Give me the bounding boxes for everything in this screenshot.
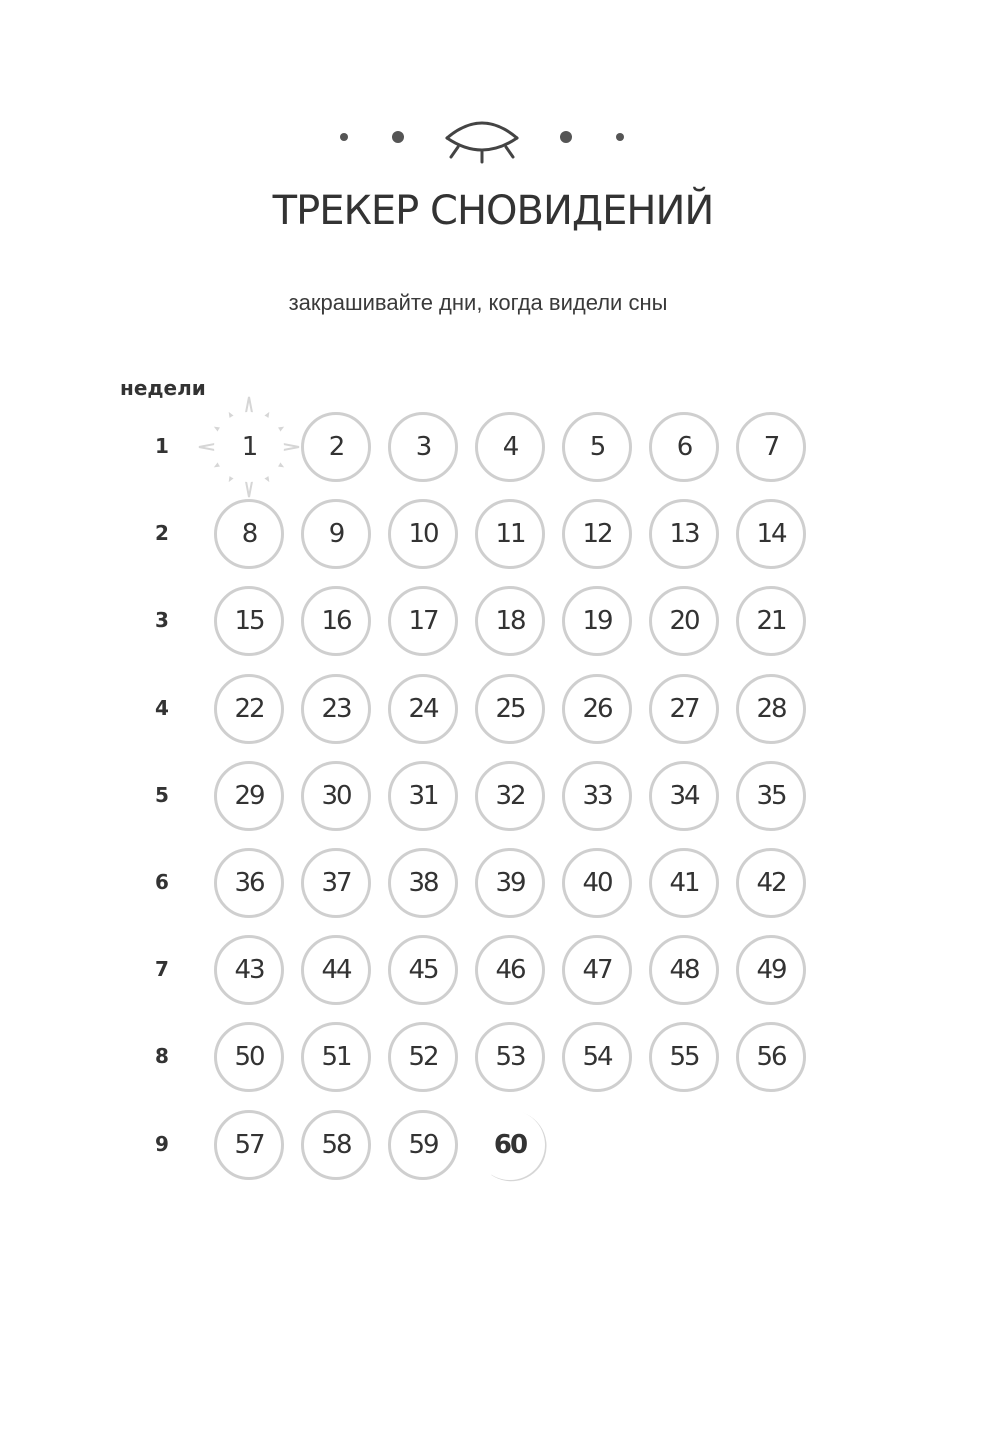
ornament-dot-small-left	[340, 133, 348, 141]
ornament-dot-large-left	[392, 131, 404, 143]
day-circle[interactable]: 7	[736, 412, 806, 482]
day-circle[interactable]: 8	[214, 499, 284, 569]
day-circle[interactable]: 42	[736, 848, 806, 918]
day-circle[interactable]: 45	[388, 935, 458, 1005]
ornament-dot-large-right	[560, 131, 572, 143]
day-circle[interactable]: 4	[475, 412, 545, 482]
week-number: 7	[155, 957, 169, 982]
day-circle[interactable]: 5	[562, 412, 632, 482]
week-number: 1	[155, 434, 169, 458]
day-circle[interactable]: 36	[214, 848, 284, 918]
day-circle[interactable]: 39	[475, 848, 545, 918]
page-title: ТРЕКЕР СНОВИДЕНИЙ	[272, 188, 714, 234]
day-circle[interactable]: 49	[736, 935, 806, 1005]
day-circle[interactable]: 17	[388, 586, 458, 656]
day-circle[interactable]: 22	[214, 674, 284, 744]
day-circle[interactable]: 58	[301, 1110, 371, 1180]
day-circle[interactable]: 55	[649, 1022, 719, 1092]
closed-eye-icon	[447, 123, 517, 162]
day-circle[interactable]: 35	[736, 761, 806, 831]
week-number: 2	[155, 521, 169, 546]
day-circle[interactable]: 15	[214, 586, 284, 656]
day-circle[interactable]: 59	[388, 1110, 458, 1180]
day-circle[interactable]: 44	[301, 935, 371, 1005]
day-circle[interactable]: 12	[562, 499, 632, 569]
day-circle[interactable]: 13	[649, 499, 719, 569]
week-number: 9	[155, 1131, 169, 1156]
day-circle[interactable]: 18	[475, 586, 545, 656]
day-circle[interactable]: 30	[301, 761, 371, 831]
day-circle[interactable]: 9	[301, 499, 371, 569]
week-number: 4	[155, 695, 169, 720]
day-circle[interactable]: 48	[649, 935, 719, 1005]
day-circle[interactable]: 34	[649, 761, 719, 831]
day-circle[interactable]: 40	[562, 848, 632, 918]
day-circle[interactable]: 2	[301, 412, 371, 482]
day-circle[interactable]: 24	[388, 674, 458, 744]
day-circle[interactable]: 16	[301, 586, 371, 656]
day-circle[interactable]: 46	[475, 935, 545, 1005]
day-circle[interactable]: 43	[214, 935, 284, 1005]
day-circle[interactable]: 52	[388, 1022, 458, 1092]
day-circle[interactable]: 60	[475, 1110, 545, 1180]
day-circle[interactable]: 21	[736, 586, 806, 656]
day-circle[interactable]: 3	[388, 412, 458, 482]
day-circle[interactable]: 29	[214, 761, 284, 831]
day-circle[interactable]: 28	[736, 674, 806, 744]
day-circle[interactable]: 54	[562, 1022, 632, 1092]
day-circle[interactable]: 51	[301, 1022, 371, 1092]
week-number: 5	[155, 782, 169, 807]
day-circle[interactable]: 6	[649, 412, 719, 482]
day-circle[interactable]: 53	[475, 1022, 545, 1092]
day-circle[interactable]: 1	[214, 412, 284, 482]
day-circle[interactable]: 47	[562, 935, 632, 1005]
day-circle[interactable]: 11	[475, 499, 545, 569]
day-circle[interactable]: 37	[301, 848, 371, 918]
day-circle[interactable]: 25	[475, 674, 545, 744]
week-number: 3	[155, 608, 169, 633]
week-number: 6	[155, 870, 169, 894]
day-circle[interactable]: 23	[301, 674, 371, 744]
week-number: 8	[155, 1044, 169, 1069]
day-circle[interactable]: 38	[388, 848, 458, 918]
day-circle[interactable]: 10	[388, 499, 458, 569]
day-circle[interactable]: 26	[562, 674, 632, 744]
header-ornament	[0, 110, 986, 170]
day-circle[interactable]: 14	[736, 499, 806, 569]
day-circle[interactable]: 27	[649, 674, 719, 744]
day-circle[interactable]: 20	[649, 586, 719, 656]
day-circle[interactable]: 50	[214, 1022, 284, 1092]
day-circle[interactable]: 33	[562, 761, 632, 831]
day-circle[interactable]: 31	[388, 761, 458, 831]
ornament-dot-small-right	[616, 133, 624, 141]
day-circle[interactable]: 57	[214, 1110, 284, 1180]
day-circle[interactable]: 32	[475, 761, 545, 831]
day-circle[interactable]: 56	[736, 1022, 806, 1092]
day-circle[interactable]: 41	[649, 848, 719, 918]
weeks-label: недели	[120, 376, 206, 400]
page-subtitle: закрашивайте дни, когда видели сны	[288, 290, 668, 315]
day-circle[interactable]: 19	[562, 586, 632, 656]
